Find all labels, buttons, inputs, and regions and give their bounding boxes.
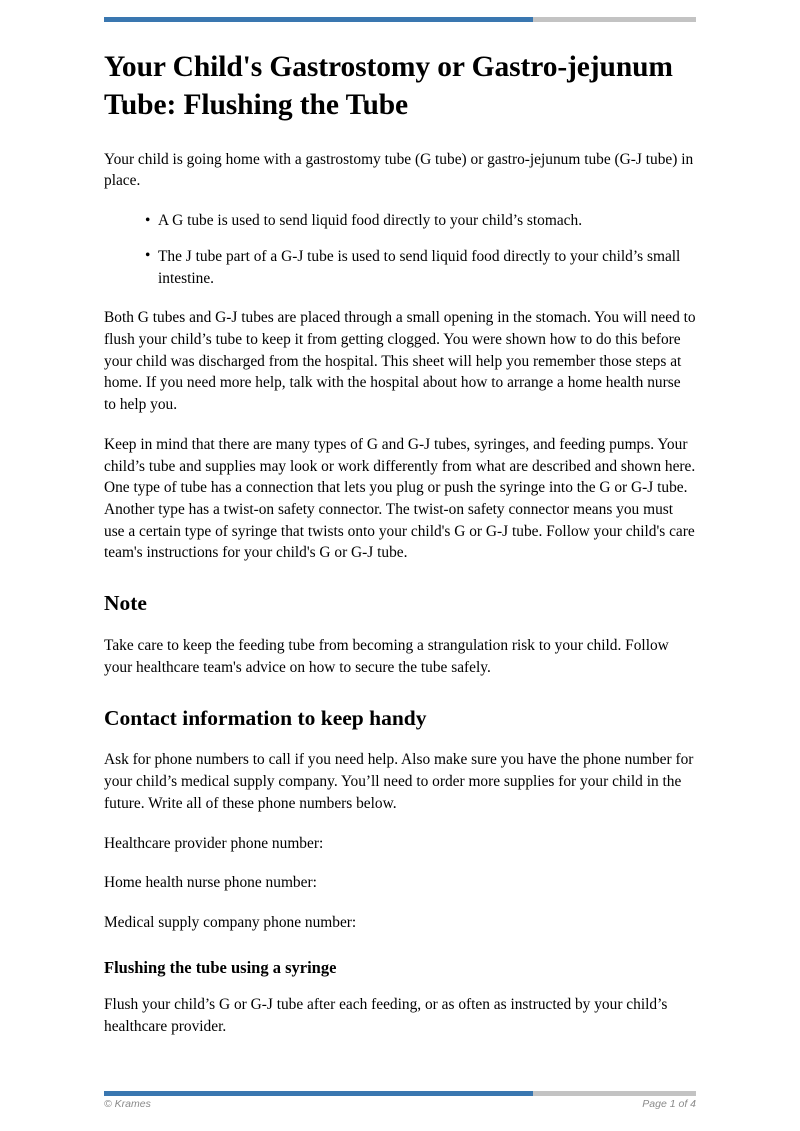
field-medical-supply-company-phone: Medical supply company phone number:	[104, 913, 357, 931]
header-rule-blue-segment	[104, 17, 533, 22]
paragraph-tube-placement: Both G tubes and G-J tubes are placed through a small opening in the stomach. You will need to flush your child’s tube to keep it from getting clogged. You were shown how to do this before your child was discharged from the hospital. This sheet will help you remember those steps at home. If you need more help, talk with the hospital about how to arrange a home health nurse to help you.	[104, 309, 696, 414]
footer-rule-blue-segment	[104, 1091, 533, 1096]
section-heading-note: Note	[104, 591, 147, 616]
page-title: Your Child's Gastrostomy or Gastro-jejunum Tube: Flushing the Tube	[104, 51, 673, 122]
list-item: • A G tube is used to send liquid food directly to your child’s stomach.	[145, 210, 696, 232]
list-item: • The J tube part of a G-J tube is used to send liquid food directly to your child’s small intestine.	[145, 246, 696, 289]
subsection-heading-flushing-with-syringe: Flushing the tube using a syringe	[104, 957, 337, 977]
field-healthcare-provider-phone: Healthcare provider phone number:	[104, 834, 324, 852]
header-rule	[104, 17, 696, 22]
note-body: Take care to keep the feeding tube from becoming a strangulation risk to your child. Follow your healthcare team's advice on how to secure the tube safely.	[104, 637, 669, 676]
contact-body: Ask for phone numbers to call if you need help. Also make sure you have the phone number for your child’s medical supply company. You’ll need to order more supplies for your child in the future. Write all of these phone numbers below.	[104, 751, 694, 812]
flushing-body: Flush your child’s G or G-J tube after each feeding, or as often as instructed by your child’s healthcare provider.	[104, 996, 668, 1036]
page-number: Page 1 of 4	[642, 1098, 696, 1110]
header-rule-grey-segment	[533, 17, 696, 22]
intro-paragraph: Your child is going home with a gastrostomy tube (G tube) or gastro-jejunum tube (G-J tube) in place.	[104, 150, 694, 190]
paragraph-tube-types: Keep in mind that there are many types of G and G-J tubes, syringes, and feeding pumps. Your child’s tube and supplies may look or work differently from what are described and shown here. One type of tube has a connection that lets you plug or push the syringe into the G or G-J tube. Another type has a twist-on safety connector. The twist-on safety connector means you must use a certain type of syringe that twists onto your child's G or G-J tube. Follow your child's care team's instructions for your child's G or G-J tube.	[104, 435, 696, 562]
page-footer	[104, 1098, 696, 1110]
tube-type-bullet-list	[104, 210, 696, 289]
field-home-health-nurse-phone: Home health nurse phone number:	[104, 874, 317, 892]
footer-rule	[104, 1091, 696, 1096]
footer-rule-grey-segment	[533, 1091, 696, 1096]
copyright-text: © Krames	[104, 1098, 151, 1110]
section-heading-contact-information: Contact information to keep handy	[104, 705, 427, 730]
document-content	[104, 48, 696, 1056]
